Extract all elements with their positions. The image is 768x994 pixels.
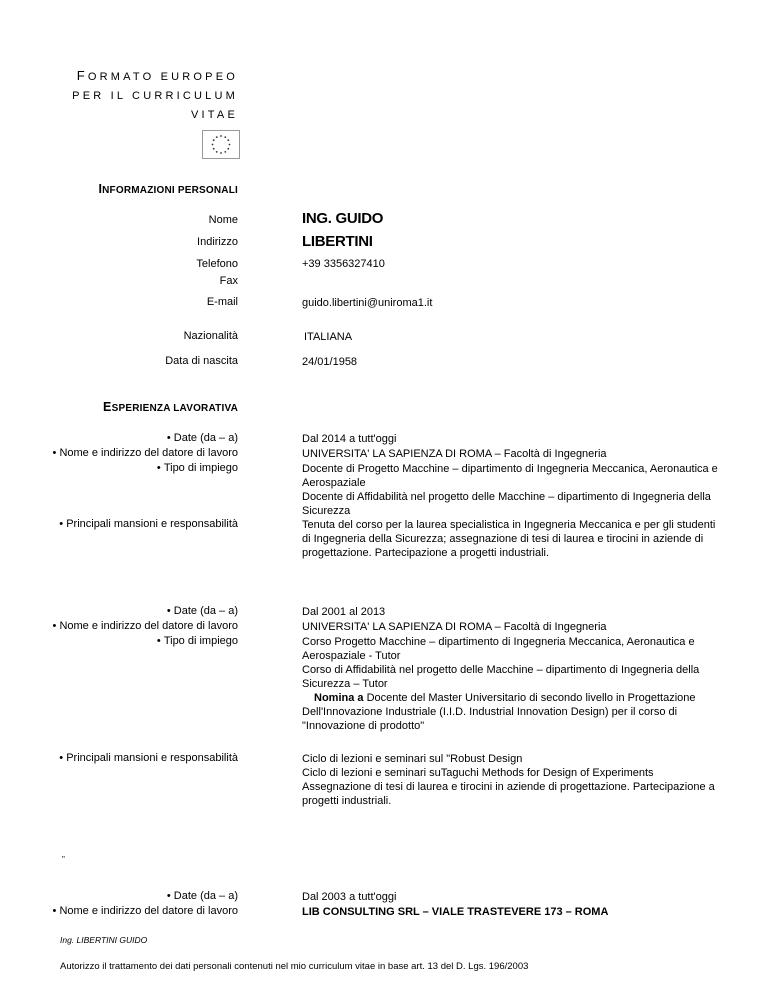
eu-flag-icon bbox=[202, 130, 240, 159]
entry-3-dates: Dal 2003 a tutt'oggi bbox=[302, 891, 397, 903]
label-dates-1: • Date (da – a) bbox=[167, 432, 238, 444]
section-personal-info: INFORMAZIONI PERSONALI bbox=[98, 182, 238, 196]
value-nationality: ITALIANA bbox=[304, 331, 353, 343]
entry-2-employer: UNIVERSITA' LA SAPIENZA DI ROMA – Facoltà di Ingegneria bbox=[302, 621, 607, 633]
footer-privacy-note: Autorizzo il trattamento dei dati personali contenuti nel mio curriculum vitae in base art. 13 del D. Lgs. 196/2003 bbox=[60, 961, 529, 972]
label-duties-2: • Principali mansioni e responsabilità bbox=[59, 752, 238, 764]
stray-mark: " bbox=[62, 855, 65, 864]
label-type-2: • Tipo di impiego bbox=[157, 635, 238, 647]
value-email: guido.libertini@uniroma1.it bbox=[302, 297, 433, 309]
title-line-1: FORMATO EUROPEO bbox=[76, 68, 238, 83]
value-phone: +39 3356327410 bbox=[302, 258, 385, 270]
entry-2-type-3: Nomina a Docente del Master Universitario di secondo livello in Progettazione Dell'Innovazione Industriale (I.I.D. Industrial Innovation Design) per il corso di "Innovazione di prodotto" bbox=[302, 692, 696, 732]
section-work-experience: ESPERIENZA LAVORATIVA bbox=[103, 400, 238, 414]
entry-1-type-2: Docente di Affidabilità nel progetto delle Macchine – dipartimento di Ingegneria della Sicurezza bbox=[302, 491, 711, 517]
entry-1-duties: Tenuta del corso per la laurea specialistica in Ingegneria Meccanica e per gli studenti di Ingegneria della Sicurezza; assegnazione di tesi di laurea e tirocini in aziende di progettazione. Partecipazione a progetti industriali. bbox=[302, 519, 716, 559]
value-address: LIBERTINI bbox=[302, 233, 373, 250]
entry-2-type-1: Corso Progetto Macchine – dipartimento di Ingegneria Meccanica, Aeronautica e Aerospaziale - Tutor bbox=[302, 636, 695, 662]
label-address: Indirizzo bbox=[197, 236, 238, 248]
label-type-1: • Tipo di impiego bbox=[157, 462, 238, 474]
title-line-2: PER IL CURRICULUM bbox=[72, 90, 238, 102]
label-fax: Fax bbox=[219, 275, 238, 287]
entry-2-dates: Dal 2001 al 2013 bbox=[302, 606, 386, 618]
label-dates-2: • Date (da – a) bbox=[167, 605, 238, 617]
value-birth: 24/01/1958 bbox=[302, 356, 358, 368]
entry-2-duties-2: Ciclo di lezioni e seminari suTaguchi Methods for Design of Experiments bbox=[302, 767, 654, 779]
entry-2-duties-3: Assegnazione di tesi di laurea e tirocini in aziende di progettazione. Partecipazione a progetti industriali. bbox=[302, 781, 715, 807]
entry-1-employer: UNIVERSITA' LA SAPIENZA DI ROMA – Facoltà di Ingegneria bbox=[302, 448, 607, 460]
entry-1-type-1: Docente di Progetto Macchine – dipartimento di Ingegneria Meccanica, Aeronautica e Aerospaziale bbox=[302, 463, 718, 489]
label-phone: Telefono bbox=[196, 258, 238, 270]
label-employer-2: • Nome e indirizzo del datore di lavoro bbox=[53, 620, 238, 632]
label-name: Nome bbox=[208, 214, 238, 226]
label-dates-3: • Date (da – a) bbox=[167, 890, 238, 902]
entry-1-dates: Dal 2014 a tutt'oggi bbox=[302, 433, 397, 445]
entry-2-type-2: Corso di Affidabilità nel progetto delle Macchine – dipartimento di Ingegneria della Sicurezza – Tutor bbox=[302, 664, 700, 690]
entry-2-duties-1: Ciclo di lezioni e seminari sul "Robust Design bbox=[302, 753, 523, 765]
label-birth: Data di nascita bbox=[165, 355, 238, 367]
label-email: E-mail bbox=[206, 296, 238, 308]
label-duties-1: • Principali mansioni e responsabilità bbox=[59, 518, 238, 530]
title-line-3: VITAE bbox=[191, 109, 238, 121]
label-employer-1: • Nome e indirizzo del datore di lavoro bbox=[53, 447, 238, 459]
cv-title bbox=[60, 66, 238, 125]
label-employer-3: • Nome e indirizzo del datore di lavoro bbox=[53, 905, 238, 917]
value-name: ING. GUIDO bbox=[302, 210, 384, 227]
entry-3-employer: LIB CONSULTING SRL – VIALE TRASTEVERE 173 – ROMA bbox=[302, 906, 609, 918]
label-nationality: Nazionalità bbox=[183, 330, 238, 342]
footer-name: Ing. LIBERTINI GUIDO bbox=[60, 935, 148, 945]
